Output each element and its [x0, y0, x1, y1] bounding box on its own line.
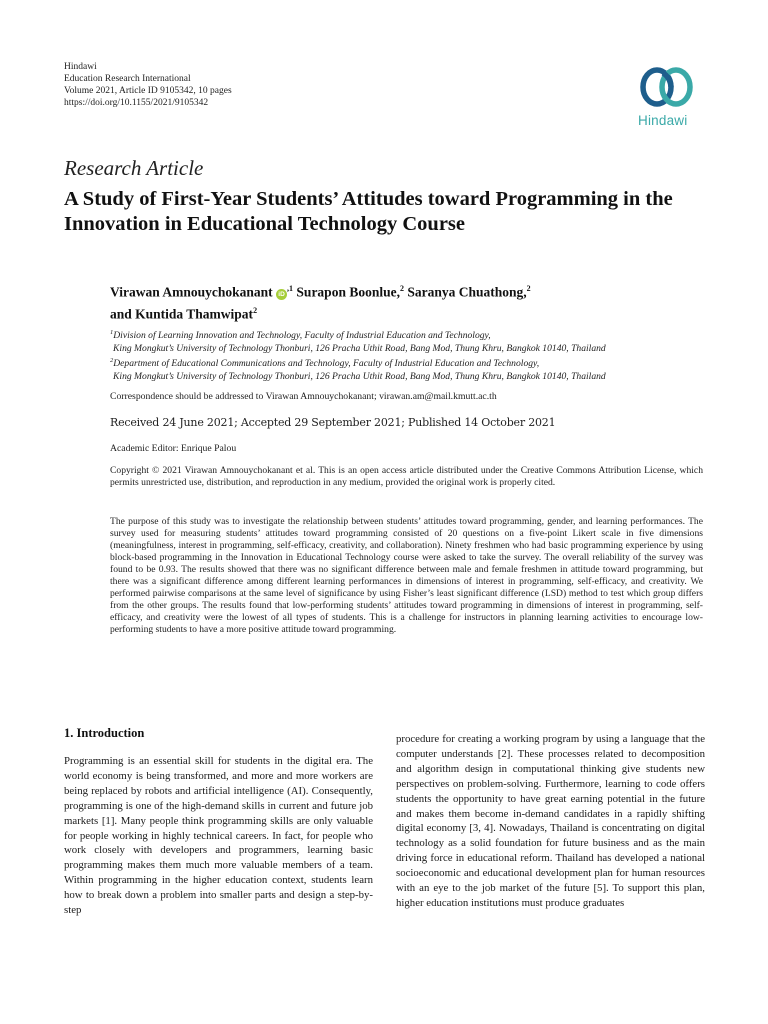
- journal-name: Education Research International: [64, 74, 191, 84]
- author-affil-sup: ,1: [287, 284, 294, 293]
- author-affil-sup: 2: [253, 305, 258, 315]
- section-heading: 1. Introduction: [64, 726, 145, 740]
- orcid-icon[interactable]: iD: [276, 289, 287, 300]
- author-name[interactable]: Virawan Amnouychokanant: [110, 284, 273, 300]
- abstract: The purpose of this study was to investigate the relationship between students’ attitudes toward programming, gender, and learning performances. The survey used for measuring students’ attitudes toward programming consisted of 20 questions on a five-point Likert scale in five dimensions (meaningfulness, interest in programming, self-efficacy, creativity, and collaboration). Ninety freshmen who had basic programming experience by using block-based programming in the Innovation in Educational Technology course were asked to take the survey. The overall reliability of the survey was found to be 0.93. The results showed that there was no significant difference between male and female freshmen in attitude toward programming, but there was a significant difference among different learning performances in dimensions of interest in programming, self-efficacy, and creativity. We performed pairwise comparisons at the same level of significance by using Fisher’s least significant difference (LSD) method to test which group differs from the other groups. The results found that low-performing students’ attitudes toward programming in dimensions of interest in programming, self-efficacy, and creativity were the lowest of all types of students. This is a challenge for instructors in planning learning activities to encourage low-performing students to have a more positive attitude toward programming.: [110, 516, 703, 635]
- doi-link[interactable]: https://doi.org/10.1155/2021/9105342: [64, 98, 209, 108]
- article-type: Research Article: [64, 156, 204, 180]
- correspondence: Correspondence should be addressed to Virawan Amnouychokanant; virawan.am@mail.kmutt.ac.th: [110, 391, 497, 402]
- article-title: A Study of First-Year Students’ Attitudes toward Programming in the Innovation in Educational Technology Course: [64, 188, 673, 235]
- author-name[interactable]: Surapon Boonlue,: [293, 284, 400, 300]
- affiliations: [110, 327, 606, 383]
- copyright-notice: Copyright © 2021 Virawan Amnouychokanant et al. This is an open access article distributed under the Creative Commons Attribution License, which permits unrestricted use, distribution, and reproduction in any medium, provided the original work is properly cited.: [110, 465, 703, 488]
- logo-text: Hindawi: [638, 113, 688, 128]
- author-name[interactable]: Saranya Chuathong,: [403, 284, 527, 300]
- affiliation-1-line-1: $^1$Division of Learning Innovation and Technology, Faculty of Industrial Education and Technology,: [110, 329, 491, 342]
- journal-meta: [64, 61, 232, 109]
- author-name[interactable]: and Kuntida Thamwipat: [110, 306, 254, 321]
- affiliation-1-line-2: King Mongkut’s University of Technology Thonburi, 126 Pracha Uthit Road, Bang Mod, Thung Khru, Bangkok 10140, Thailand: [113, 342, 606, 354]
- hindawi-rings-icon: [632, 63, 712, 115]
- body-text-left-column: Programming is an essential skill for students in the digital era. The world economy is being transformed, and more and more workers are being replaced by robots and artificial intelligence (AI). Consequently, programming is one of the high-demand skills in current and future job markets [1]. Many people think programming skills are only valuable for people working in highly technical careers. In fact, for people who work closely with developers and programmers, learning basic programming makes them much more valuable members of a team. Within programming in the higher education context, students learn how to break down a problem into smaller parts and design a step-by-step: [64, 755, 373, 917]
- publisher-name: Hindawi: [64, 62, 97, 72]
- publication-dates: Received 24 June 2021; Accepted 29 September 2021; Published 14 October 2021: [110, 416, 556, 429]
- affiliation-2-line-1: $^2$Department of Educational Communications and Technology, Faculty of Industrial Education and Technology,: [110, 357, 540, 370]
- author-affil-sup: 2: [526, 284, 531, 293]
- hindawi-logo: [632, 63, 712, 133]
- author-list: [110, 280, 670, 323]
- volume-line: Volume 2021, Article ID 9105342, 10 pages: [64, 86, 232, 96]
- academic-editor: Academic Editor: Enrique Palou: [110, 443, 237, 454]
- affiliation-2-line-2: King Mongkut’s University of Technology Thonburi, 126 Pracha Uthit Road, Bang Mod, Thung Khru, Bangkok 10140, Thailand: [113, 370, 606, 382]
- author-affil-sup: 2: [399, 284, 404, 293]
- body-text-right-column: procedure for creating a working program by using a language that the computer understands [2]. These processes related to decomposition and algorithm design in computational thinking give students new perspectives on problem-solving. Furthermore, learning to code offers students the opportunity to have great earning potential in the future and makes them become in-demand candidates in a rapidly shifting digital economy [3, 4]. Nowadays, Thailand is concentrating on digital technology as a solid foundation for future business and as the main driving force in educational reform. Thailand has developed a national socioeconomic and educational development plan for human resources with an eye to the job market of the future [5]. To support this plan, higher education institutions must produce graduates: [396, 733, 705, 909]
